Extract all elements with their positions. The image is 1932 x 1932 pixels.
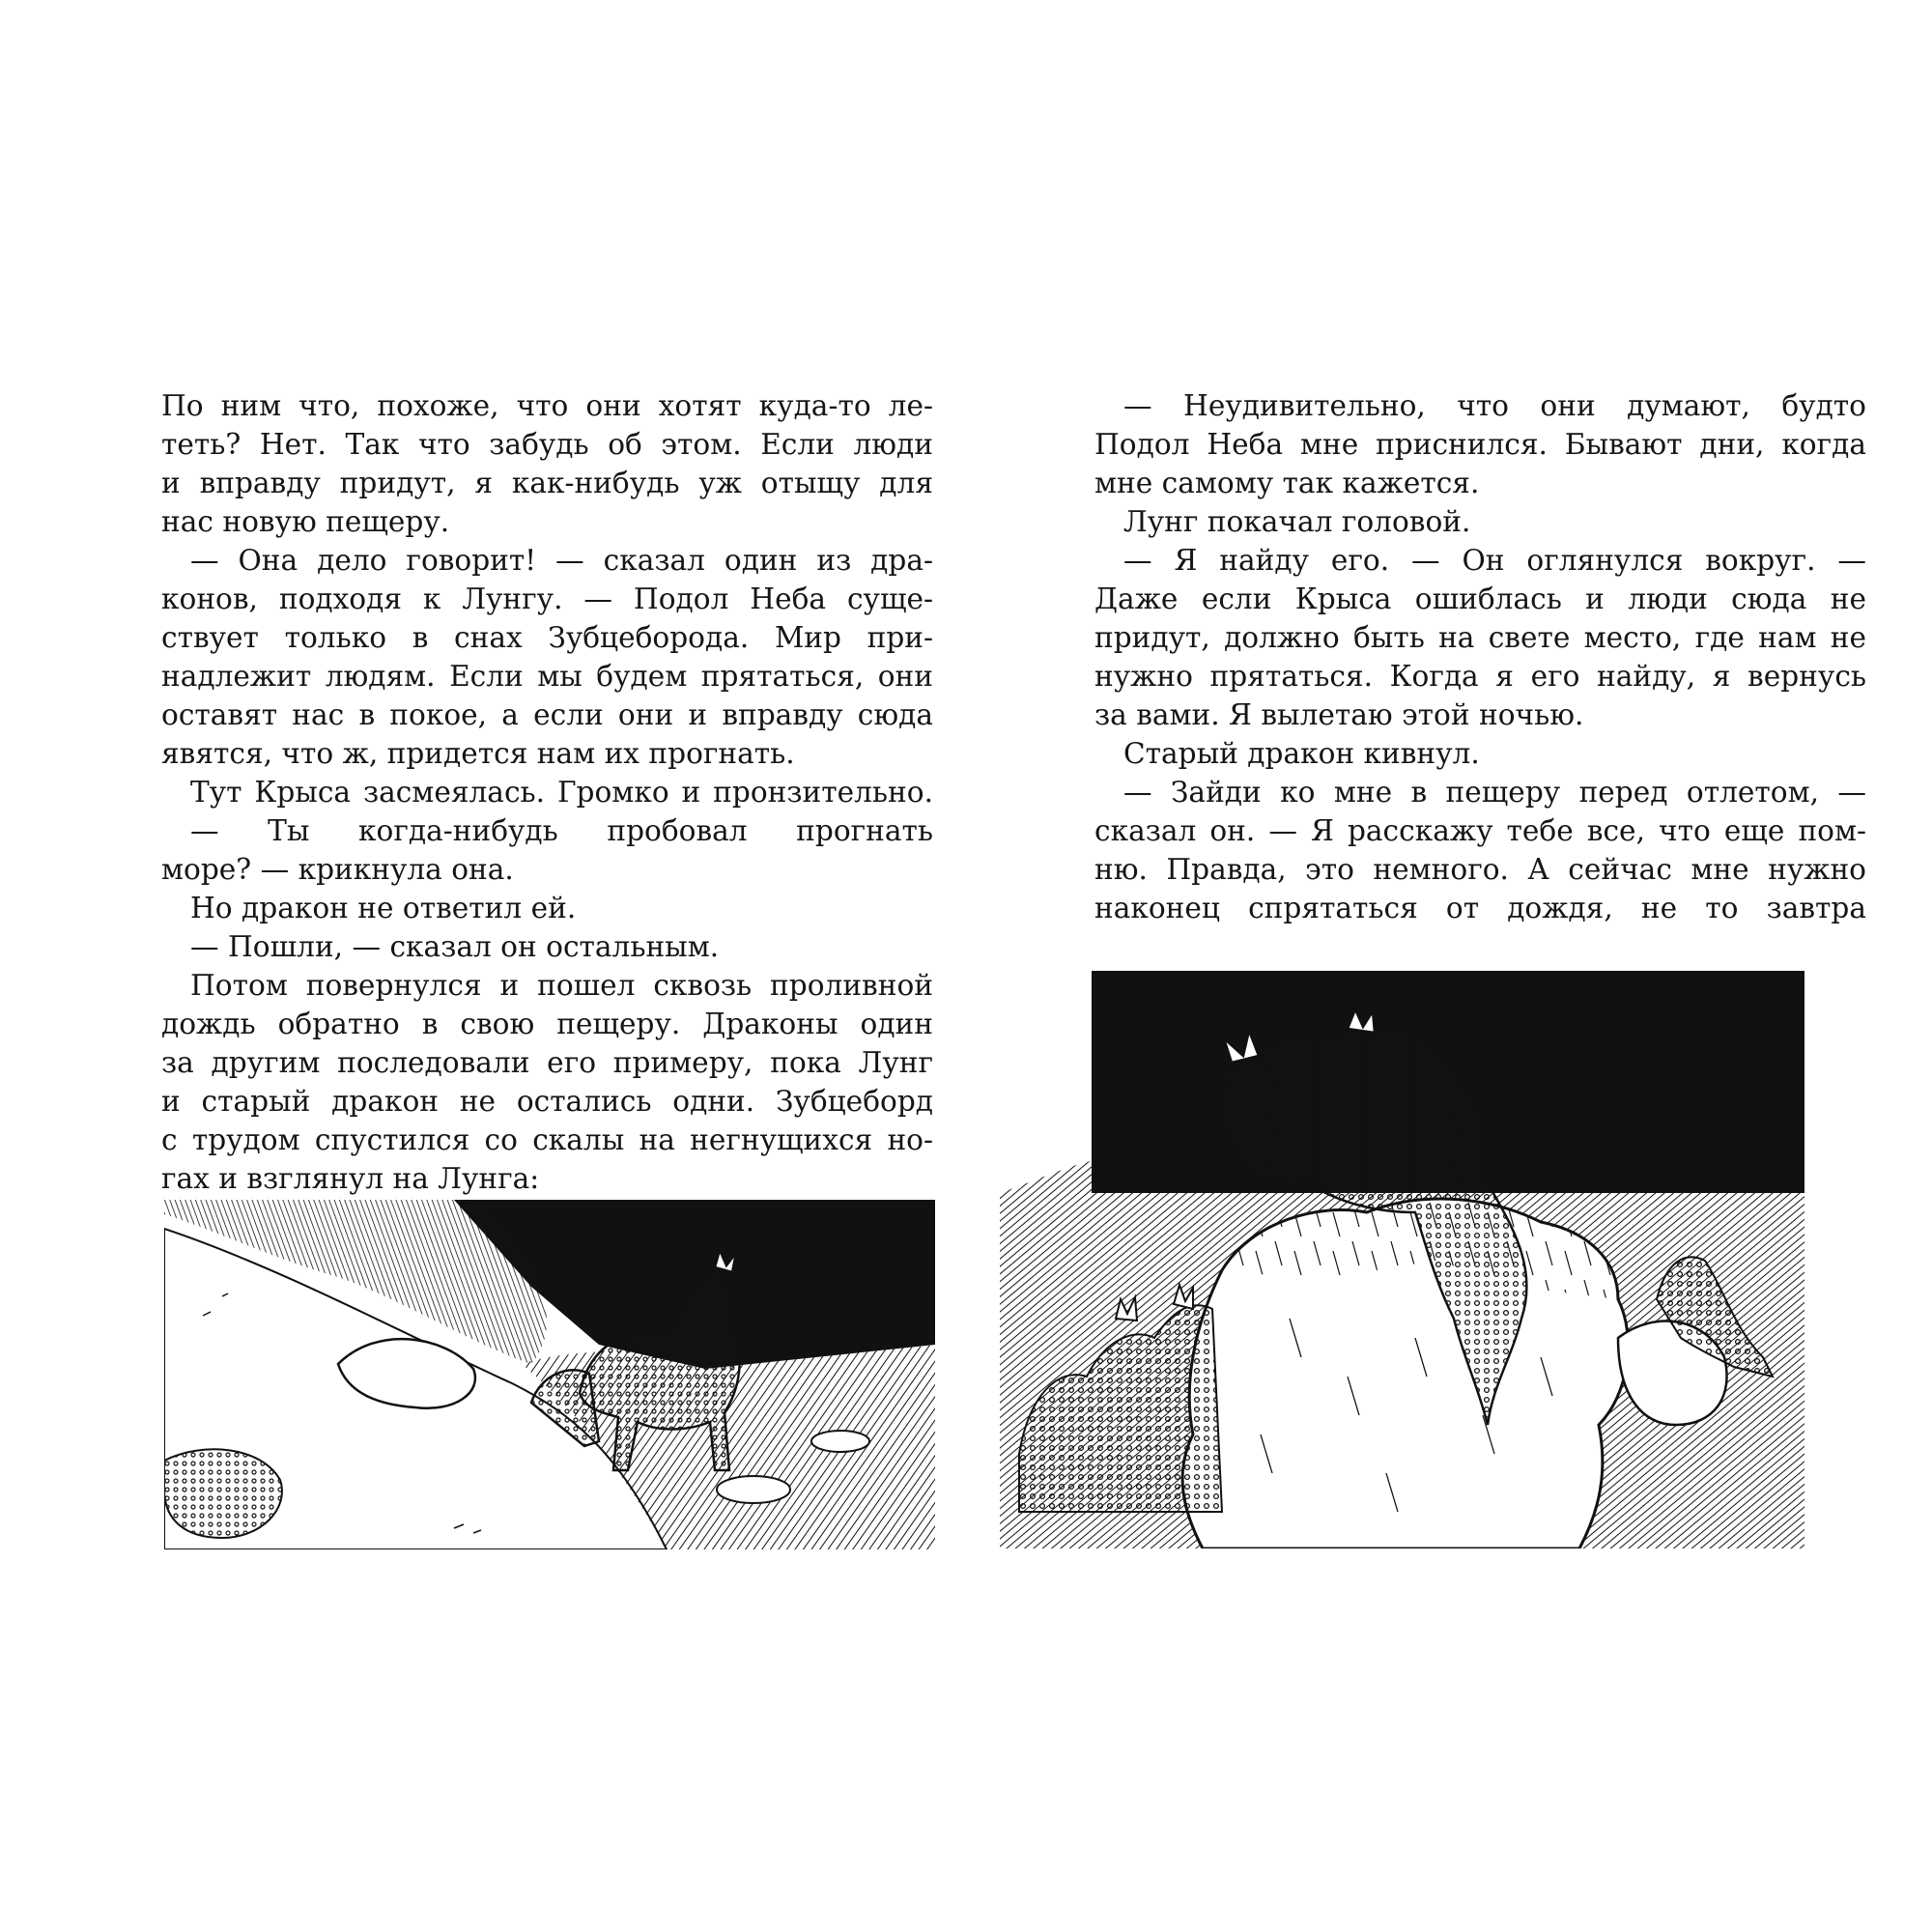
old-dragon-rock-illustration (1000, 971, 1804, 1548)
text-line: нас новую пещеру. (161, 505, 450, 538)
text-line: теть? Нет. Так что забудь об этом. Если люди (161, 428, 933, 461)
text-line: — Ты когда-нибудь пробовал прогнать (190, 814, 933, 847)
text-line: Подол Неба мне приснился. Бывают дни, когда (1094, 428, 1866, 461)
text-line: и старый дракон не остались одни. Зубцеборд (161, 1085, 933, 1118)
text-line: — Пошли, — сказал он остальным. (190, 930, 720, 963)
text-line: — Зайди ко мне в пещеру перед отлетом, — (1123, 776, 1866, 809)
text-line: придут, должно быть на свете место, где нам не (1094, 621, 1866, 654)
text-line: ню. Правда, это немного. А сейчас мне нужно (1094, 853, 1866, 886)
text-line: конов, подходя к Лунгу. — Подол Неба суще- (161, 582, 933, 615)
text-line: Потом повернулся и пошел сквозь проливной (190, 969, 933, 1002)
right-page-text (1094, 386, 1866, 927)
text-line: — Она дело говорит! — сказал один из дра- (190, 544, 933, 577)
text-line: нужно прятаться. Когда я его найду, я вернусь (1094, 660, 1866, 693)
left-page-text (161, 386, 933, 1198)
dragons-valley-illustration (164, 1200, 935, 1549)
text-line: Тут Крыса засмеялась. Громко и пронзительно. (190, 776, 933, 809)
text-line: — Я найду его. — Он оглянулся вокруг. — (1123, 544, 1866, 577)
text-line: мне самому так кажется. (1094, 467, 1480, 499)
text-line: и вправду придут, я как-нибудь уж отыщу для (161, 467, 933, 499)
text-line: Лунг покачал головой. (1123, 505, 1471, 538)
text-line: Старый дракон кивнул. (1123, 737, 1480, 770)
text-line: Даже если Крыса ошиблась и люди сюда не (1094, 582, 1866, 615)
text-line: с трудом спустился со скалы на негнущихся но- (161, 1123, 933, 1156)
text-line: оставят нас в покое, а если они и вправду сюда (161, 698, 933, 731)
text-line: сказал он. — Я расскажу тебе все, что еще пом- (1094, 814, 1866, 847)
text-line: явятся, что ж, придется нам их прогнать. (161, 737, 795, 770)
text-line: море? — крикнула она. (161, 853, 514, 886)
text-line: — Неудивительно, что они думают, будто (1123, 389, 1866, 422)
text-line: Но дракон не ответил ей. (190, 892, 577, 924)
text-line: надлежит людям. Если мы будем прятаться, они (161, 660, 933, 693)
text-line: По ним что, похоже, что они хотят куда-то ле- (161, 389, 933, 422)
text-line: за вами. Я вылетаю этой ночью. (1094, 698, 1584, 731)
text-line: гах и взглянул на Лунга: (161, 1162, 540, 1195)
text-line: ствует только в снах Зубцеборода. Мир при- (161, 621, 933, 654)
text-line: наконец спрятаться от дождя, не то завтра (1094, 892, 1866, 924)
text-line: за другим последовали его примеру, пока Лунг (161, 1046, 933, 1079)
text-line: дождь обратно в свою пещеру. Драконы один (161, 1008, 933, 1040)
